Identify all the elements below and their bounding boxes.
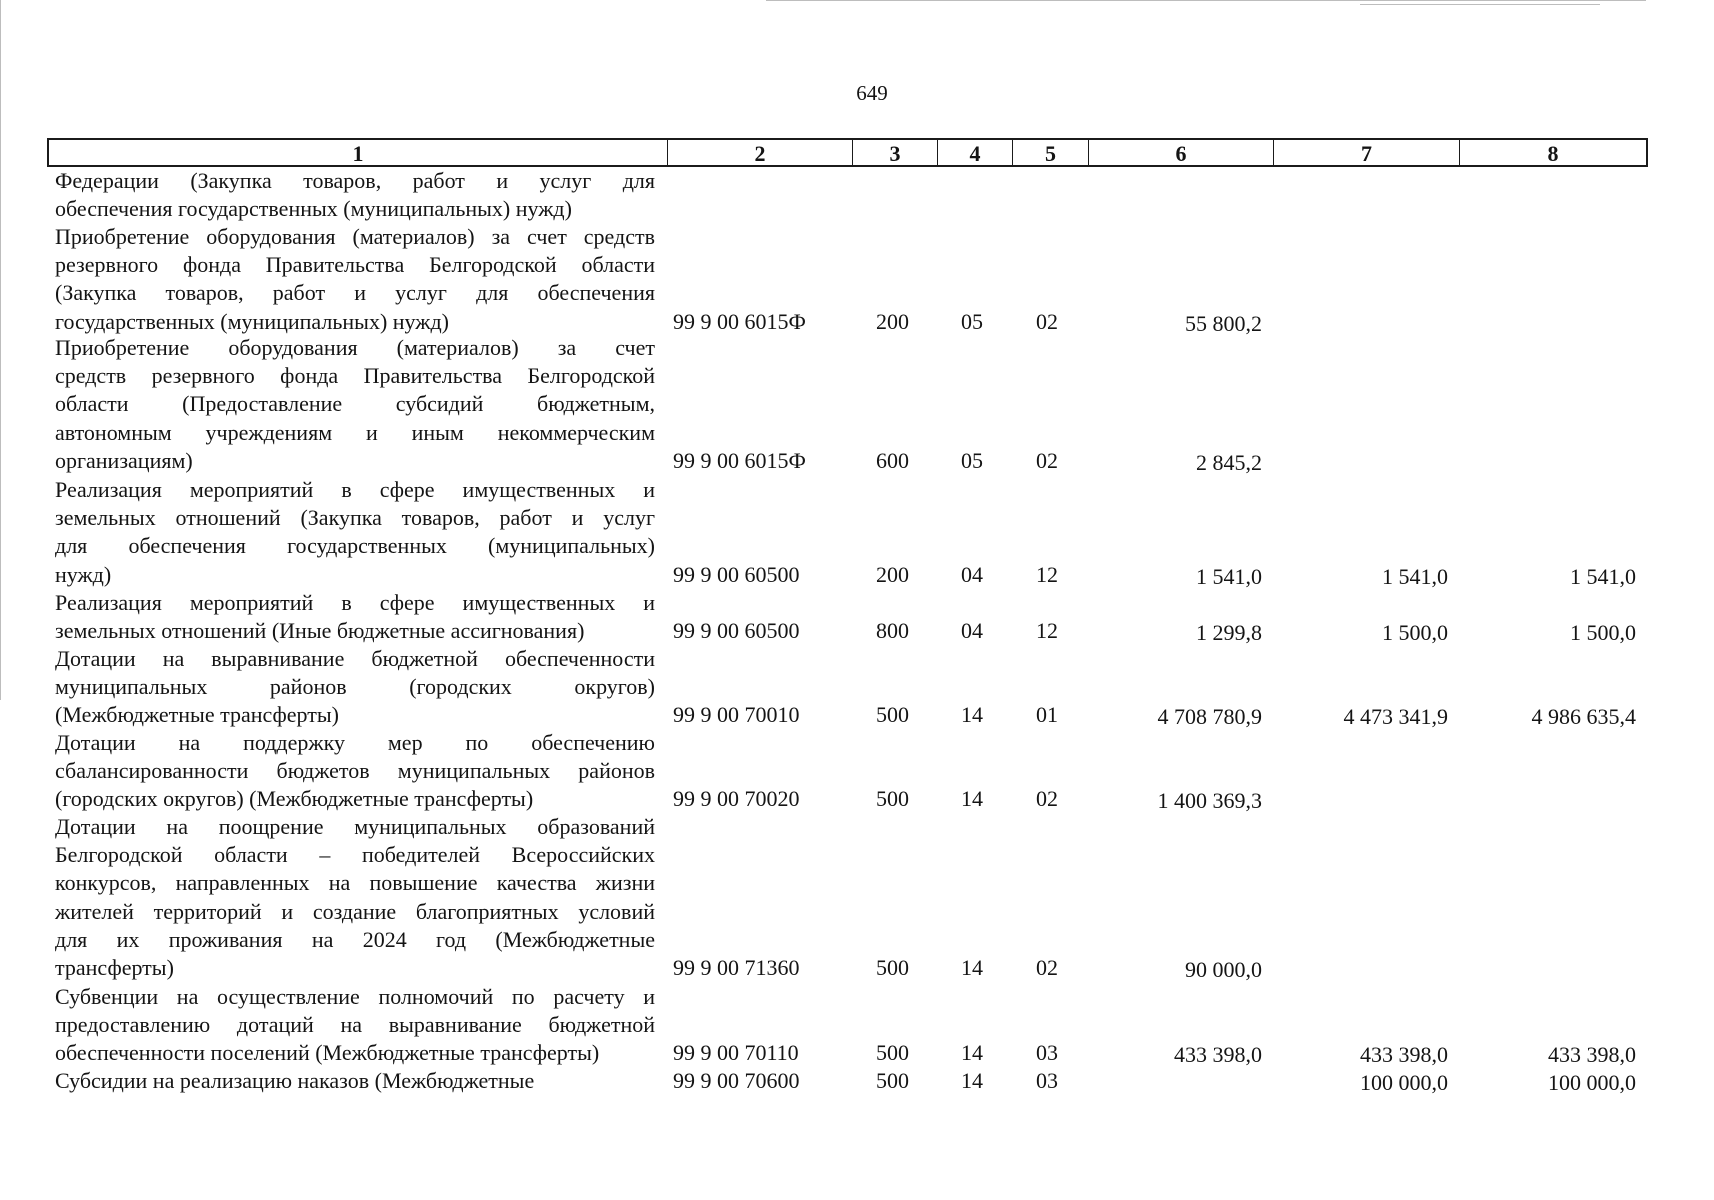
subsection-cell: 12 — [1036, 561, 1058, 587]
vr-cell: 200 — [876, 561, 909, 587]
description-line: земельных отношений (Иные бюджетные ассигнования) — [55, 618, 585, 644]
amount-year2-cell: 4 473 341,9 — [1343, 704, 1448, 730]
description-line: предоставлению дотаций на выравнивание бюджетной — [55, 1012, 655, 1038]
description-line: обеспечения государственных (муниципальных) нужд) — [55, 196, 572, 222]
description-line: Дотации на поощрение муниципальных образований — [55, 814, 655, 839]
amount-year1-cell: 90 000,0 — [1185, 957, 1262, 982]
description-line: Дотации на поддержку мер по обеспечению — [55, 730, 655, 755]
description-line: земельных отношений (Закупка товаров, работ и услуг — [55, 505, 655, 531]
header-col-7: 7 — [1274, 140, 1460, 165]
vr-cell: 600 — [876, 447, 909, 473]
row-description — [55, 334, 655, 475]
description-line: резервного фонда Правительства Белгородской области — [55, 252, 655, 278]
subsection-cell: 02 — [1036, 447, 1058, 473]
row-description — [55, 813, 655, 982]
description-line: (городских округов) (Межбюджетные трансферты) — [55, 786, 534, 812]
code-cell: 99 9 00 70600 — [673, 1068, 800, 1093]
description-line: для обеспечения государственных (муниципальных) — [55, 533, 655, 559]
section-cell: 05 — [961, 447, 983, 473]
amount-year1-cell: 1 400 369,3 — [1157, 788, 1262, 814]
description-line: жителей территорий и создание благоприятных условий — [55, 898, 655, 924]
description-line: области (Предоставление субсидий бюджетным, — [55, 391, 655, 417]
code-cell: 99 9 00 60500 — [673, 561, 800, 587]
row-description — [55, 729, 655, 814]
description-line: Реализация мероприятий в сфере имущественных и — [55, 590, 655, 615]
vr-cell: 800 — [876, 618, 909, 644]
amount-year1-cell: 55 800,2 — [1185, 310, 1262, 336]
amount-year2-cell: 433 398,0 — [1360, 1042, 1448, 1068]
amount-year1-cell: 2 845,2 — [1196, 449, 1262, 475]
section-cell: 14 — [961, 786, 983, 812]
row-description — [55, 645, 655, 730]
subsection-cell: 02 — [1036, 955, 1058, 980]
description-line: организациям) — [55, 447, 193, 473]
section-cell: 04 — [961, 561, 983, 587]
header-col-1: 1 — [49, 140, 668, 165]
row-description — [55, 223, 655, 336]
row-description — [55, 167, 655, 223]
subsection-cell: 03 — [1036, 1068, 1058, 1093]
description-line: (Межбюджетные трансферты) — [55, 702, 339, 728]
amount-year2-cell: 1 500,0 — [1382, 620, 1448, 646]
subsection-cell: 12 — [1036, 618, 1058, 644]
description-line: Приобретение оборудования (материалов) за счет средств — [55, 224, 655, 249]
table-header-row — [47, 138, 1648, 167]
section-cell: 14 — [961, 955, 983, 980]
row-description — [55, 1067, 655, 1095]
page-number: 649 — [856, 81, 888, 105]
amount-year1-cell: 433 398,0 — [1174, 1042, 1262, 1068]
section-cell: 05 — [961, 308, 983, 334]
subsection-cell: 02 — [1036, 786, 1058, 812]
amount-year3-cell: 1 500,0 — [1570, 620, 1636, 646]
row-description — [55, 983, 655, 1068]
description-line: нужд) — [55, 561, 112, 587]
description-line: Реализация мероприятий в сфере имущественных и — [55, 477, 655, 502]
amount-year2-cell: 1 541,0 — [1382, 563, 1448, 589]
description-line: обеспеченности поселений (Межбюджетные трансферты) — [55, 1040, 600, 1066]
vr-cell: 500 — [876, 702, 909, 728]
description-line: Субвенции на осуществление полномочий по расчету и — [55, 984, 655, 1009]
code-cell: 99 9 00 6015Ф — [673, 447, 806, 473]
amount-year1-cell: 4 708 780,9 — [1157, 704, 1262, 730]
code-cell: 99 9 00 70010 — [673, 702, 800, 728]
amount-year3-cell: 4 986 635,4 — [1531, 704, 1636, 730]
header-col-2: 2 — [668, 140, 853, 165]
scan-edge-left — [0, 0, 1, 700]
scan-edge-top-mark — [1360, 4, 1600, 5]
description-line: трансферты) — [55, 955, 174, 981]
amount-year1-cell: 1 541,0 — [1196, 563, 1262, 589]
description-line: Белгородской области – победителей Всероссийских — [55, 842, 655, 868]
amount-year3-cell: 433 398,0 — [1548, 1042, 1636, 1068]
section-cell: 14 — [961, 1068, 983, 1093]
row-description — [55, 589, 655, 645]
description-line: средств резервного фонда Правительства Белгородской — [55, 363, 655, 389]
code-cell: 99 9 00 70020 — [673, 786, 800, 812]
header-col-8: 8 — [1547, 141, 1559, 166]
vr-cell: 200 — [876, 308, 909, 334]
vr-cell: 500 — [876, 1040, 909, 1066]
description-line: конкурсов, направленных на повышение качества жизни — [55, 870, 655, 896]
header-col-6: 6 — [1089, 140, 1274, 165]
section-cell: 14 — [961, 1040, 983, 1066]
description-line: автономным учреждениям и иным некоммерческим — [55, 419, 655, 445]
subsection-cell: 03 — [1036, 1040, 1058, 1066]
description-line: Субсидии на реализацию наказов (Межбюджетные — [55, 1068, 535, 1093]
description-line: муниципальных районов (городских округов) — [55, 674, 655, 700]
vr-cell: 500 — [876, 786, 909, 812]
description-line: государственных (муниципальных) нужд) — [55, 308, 449, 334]
code-cell: 99 9 00 70110 — [673, 1040, 799, 1066]
subsection-cell: 01 — [1036, 702, 1058, 728]
amount-year3-cell: 100 000,0 — [1548, 1070, 1636, 1095]
description-line: Федерации (Закупка товаров, работ и услуг для — [55, 168, 655, 193]
vr-cell: 500 — [876, 1068, 909, 1093]
code-cell: 99 9 00 60500 — [673, 618, 800, 644]
vr-cell: 500 — [876, 955, 909, 980]
header-col-3: 3 — [853, 140, 938, 165]
amount-year3-cell: 1 541,0 — [1570, 563, 1636, 589]
section-cell: 14 — [961, 702, 983, 728]
description-line: Дотации на выравнивание бюджетной обеспеченности — [55, 646, 655, 671]
row-description — [55, 476, 655, 589]
amount-year1-cell: 1 299,8 — [1196, 620, 1262, 646]
header-col-4: 4 — [938, 140, 1013, 165]
subsection-cell: 02 — [1036, 308, 1058, 334]
amount-year2-cell: 100 000,0 — [1360, 1070, 1448, 1095]
code-cell: 99 9 00 71360 — [673, 955, 800, 980]
header-col-5: 5 — [1013, 140, 1089, 165]
description-line: сбалансированности бюджетов муниципальных районов — [55, 758, 655, 784]
description-line: Приобретение оборудования (материалов) за счет — [55, 335, 655, 360]
scan-edge-top — [766, 0, 1646, 1]
description-line: (Закупка товаров, работ и услуг для обеспечения — [55, 280, 655, 306]
section-cell: 04 — [961, 618, 983, 644]
description-line: для их проживания на 2024 год (Межбюджетные — [55, 926, 655, 952]
code-cell: 99 9 00 6015Ф — [673, 308, 806, 334]
